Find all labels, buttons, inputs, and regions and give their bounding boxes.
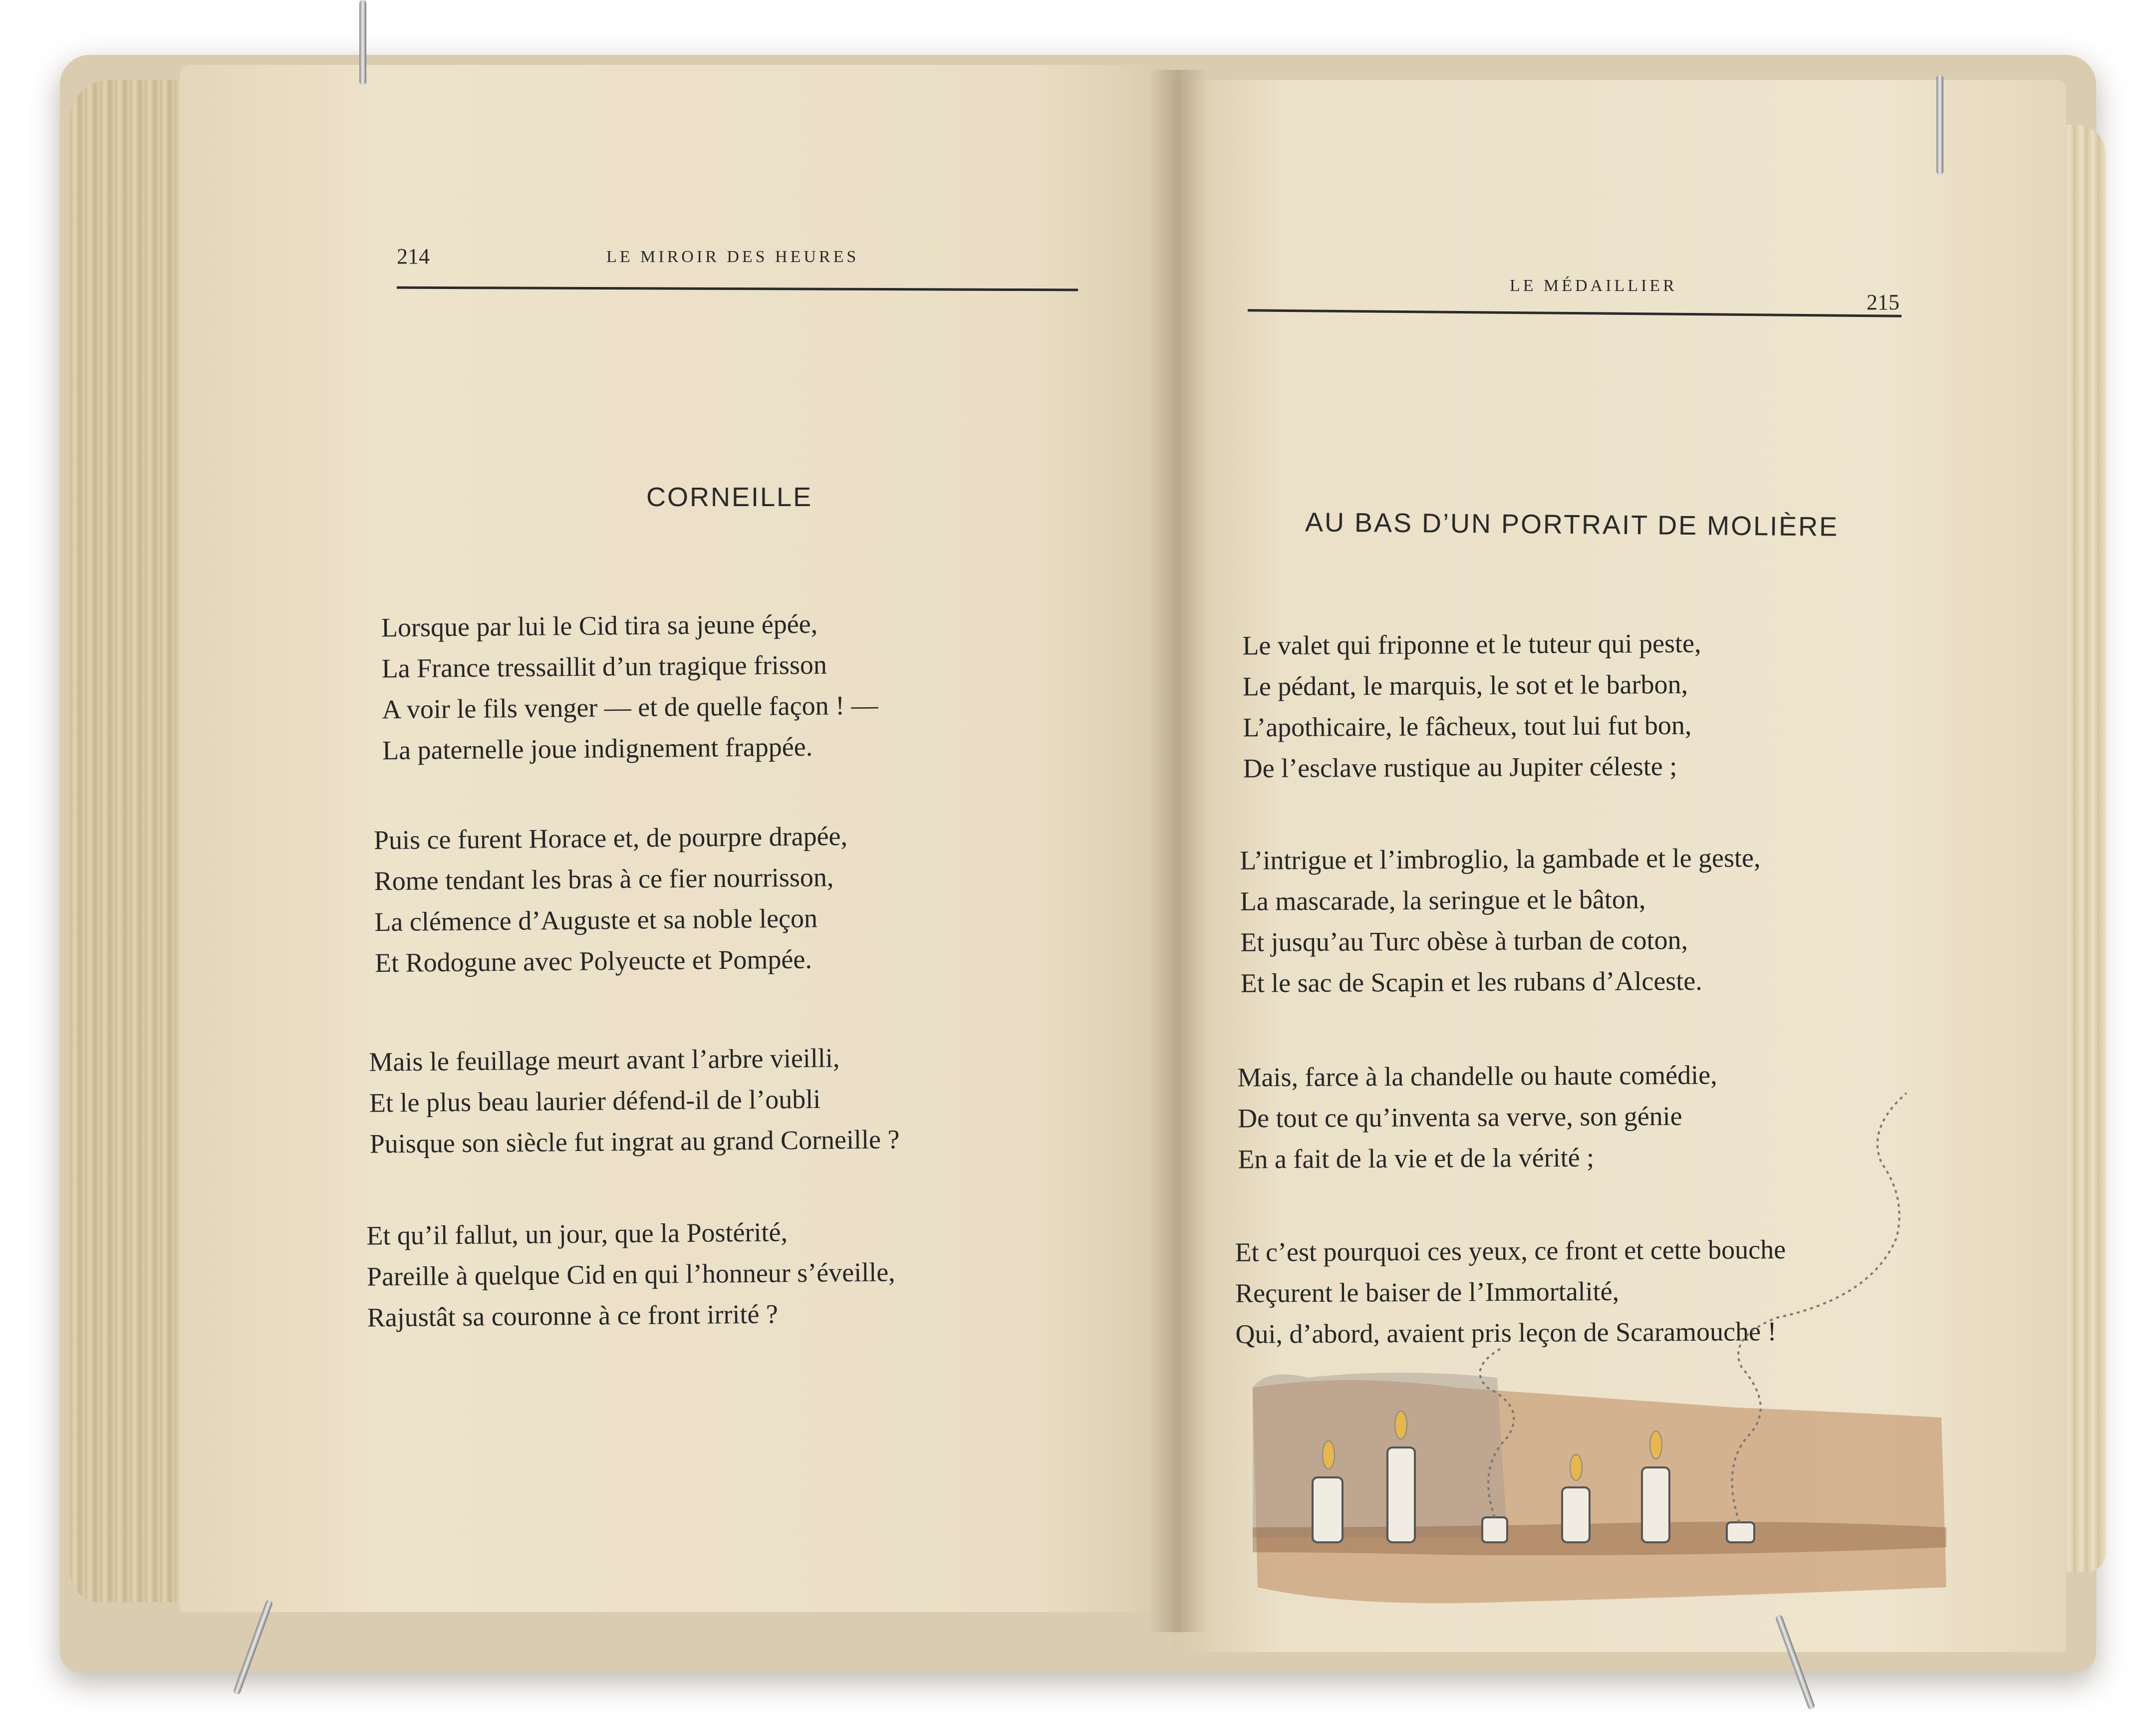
verse-line: Et Rodogune avec Polyeucte et Pompée. [374,944,812,978]
left-stanza-3 [369,1037,900,1164]
left-poem-title: CORNEILLE [646,482,813,512]
verse-line: Et qu’il fallut, un jour, que la Postérité, [366,1217,788,1251]
candles-watercolor-icon [1248,1088,1996,1627]
left-stanza-2 [374,816,849,983]
verse-line: L’apothicaire, le fâcheux, tout lui fut bon, [1243,710,1692,743]
verse-line: La clémence d’Auguste et sa noble leçon [374,903,818,937]
paper-clip [1936,75,1943,175]
verse-line: Et jusqu’au Turc obèse à turban de coton, [1240,925,1688,957]
verse-line: Mais, farce à la chandelle ou haute comédie, [1237,1060,1717,1093]
right-stanza-2 [1240,837,1761,1003]
paper-clip [359,0,366,85]
verse-line: La paternelle joue indignement frappée. [382,731,813,766]
verse-line: Rome tendant les bras à ce fier nourrisson, [374,862,834,896]
verse-line: Le pédant, le marquis, le sot et le barbon, [1242,669,1688,702]
verse-line: A voir le fils venger — et de quelle façon ! — [382,690,878,725]
verse-line: Et c’est pourquoi ces yeux, ce front et cette bouche [1235,1234,1786,1267]
verse-line: Et le plus beau laurier défend-il de l’oubli [369,1084,821,1118]
verse-line: La mascarade, la seringue et le bâton, [1240,884,1646,916]
left-stanza-1 [381,603,879,771]
right-page-number: 215 [1867,290,1899,314]
right-running-head: LE MÉDAILLIER [1510,277,1677,295]
verse-line: Rajustât sa couronne à ce front irrité ? [367,1299,779,1333]
verse-line: L’intrigue et l’imbroglio, la gambade et le geste, [1240,843,1761,875]
verse-line: Qui, d’abord, avaient pris leçon de Scaramouche ! [1235,1316,1777,1349]
verse-line: En a fait de la vie et de la vérité ; [1238,1142,1595,1174]
right-stanza-1 [1242,623,1702,789]
verse-line: Lorsque par lui le Cid tira sa jeune épée, [381,608,818,643]
verse-line: De tout ce qu’inventa sa verve, son génie [1237,1101,1682,1134]
verse-line: Mais le feuillage meurt avant l’arbre vieilli, [369,1043,840,1077]
right-poem-title: AU BAS D’UN PORTRAIT DE MOLIÈRE [1305,507,1839,542]
verse-line: Puis ce furent Horace et, de pourpre drapée, [373,821,848,856]
verse-line: Pareille à quelque Cid en qui l’honneur s’éveille, [366,1257,895,1292]
book-gutter [1148,70,1208,1632]
verse-line: De l’esclave rustique au Jupiter céleste ; [1243,751,1677,784]
verse-line: Puisque son siècle fut ingrat au grand Corneille ? [369,1124,900,1159]
left-stanza-4 [366,1210,896,1338]
left-page-number: 214 [397,244,430,269]
verse-line: Le valet qui friponne et le tuteur qui peste, [1242,628,1701,661]
verse-line: Et le sac de Scapin et les rubans d’Alceste. [1240,965,1702,998]
verse-line: La France tressaillit d’un tragique frisson [381,649,827,684]
verse-line: Reçurent le baiser de l’Immortalité, [1235,1276,1619,1308]
left-running-head: LE MIROIR DES HEURES [606,248,859,266]
